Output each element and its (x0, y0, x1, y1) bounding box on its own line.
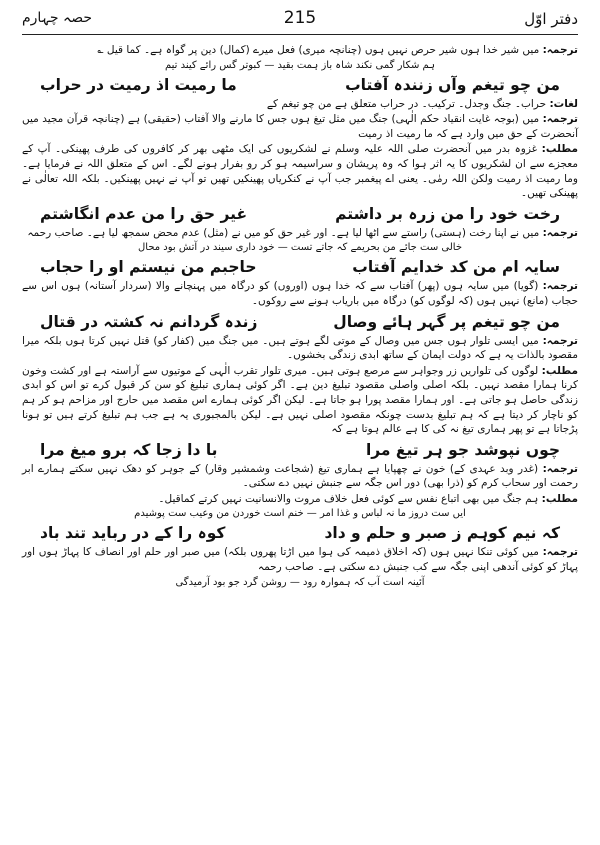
paragraph-label: ترجمہ: (542, 462, 578, 475)
prose-paragraph (22, 462, 578, 491)
prose-paragraph (22, 97, 578, 112)
verse-second-hemistich: زندہ گردانم نہ کشتہ در قتال (40, 312, 258, 331)
paragraph-label: ترجمہ: (542, 44, 578, 56)
paragraph-label: ترجمہ: (542, 113, 578, 126)
verse-line (22, 75, 578, 95)
prose-paragraph (22, 492, 578, 507)
verse-line (22, 312, 578, 332)
paragraph-label: مطلب: (541, 492, 578, 505)
paragraph-label: ترجمہ: (542, 546, 578, 559)
verse-line (22, 440, 578, 460)
verse-second-hemistich: غیر حق را من عدم انگاشتم (40, 204, 248, 223)
verse-first-hemistich: چوں نپوشد جو ہر تیغ مرا (365, 440, 560, 459)
paragraph-text: میں شیر خدا ہوں شیر حرص نہیں ہوں (چنانچہ میری) فعل میرے (کمال) دین پر گواہ ہے۔ کما قیل ؎ (97, 44, 543, 56)
paragraph-text: ہم جنگ میں بھی اتباع نفس سے کوئی فعل خلاف مروت والانسانیت نہیں کرتے کماقیل۔ (158, 492, 542, 505)
paragraph-text: میں ایسی تلوار ہوں جس میں وصال کے موتی لگے ہوتے ہیں۔ میں جنگ میں (کفار کو) قتل نہیں کرتا ہوں بلکہ میرا مقصود بالذات یہ ہے کہ دولت ایمان کے ساتھ ابدی زندگی بخشوں۔ (22, 334, 578, 362)
book-part-title: دفتر اوّل (524, 10, 578, 28)
prose-paragraph (22, 112, 578, 141)
paragraph-text: (گویا) میں سایہ ہوں (پھر) آفتاب سے کہ خدا ہوں (اوروں) کو درگاہ میں پہنچانے والا (سردار آستانہ) ہوں اس سے حجاب (مانع) نہیں ہوں (کہ لوگوں کو) درگاہ میں باریاب ہونے سے روکوں۔ (22, 280, 578, 307)
quoted-couplet: خالی ست جائے من بحریمے کہ جاتے تست — خود داری سیند در آتش بود محال (138, 242, 462, 254)
paragraph-text: میں کوئی تنکا نہیں ہوں (کہ اخلاق ذمیمہ کی ہوا میں اڑتا پھروں بلکہ) میں صبر اور حلم اور انصاف کا پہاڑ ہوں اور پہاڑ کو کوئی آندھی اپنی جگہ سے کب جنبش دے سکتی ہے۔ صاحب رحمہ (22, 546, 578, 574)
paragraph-text: میں (بوجہ غایت انقیاد حکم الٰہی) جنگ میں مثل تیغ ہوں جس کا مارنے والا آفتاب (حقیقی) ہے (چنانچہ قرآن مجید میں آنحضرت کے حق میں وارد ہے کہ ما رمیت اذ رمیت (22, 113, 578, 140)
paragraph-text: حراب۔ جنگ وجدل۔ ترکیب۔ در حراب متعلق ہے من چو تیغم کے (266, 97, 550, 110)
paragraph-label: ترجمہ: (542, 334, 578, 347)
prose-paragraph (22, 43, 578, 58)
quoted-couplet: ہم شکار گمی نکند شاہ باز ہمت بقید — کبوتر گس رائے کیند تیم (164, 59, 436, 71)
quoted-couplet: ایں ست دروز ما نہ لباس و غذا امر — خنم است خوردن من وعیب ست پوشیدم (134, 508, 466, 520)
prose-paragraph (22, 545, 578, 574)
paragraph-label: ترجمہ: (542, 226, 578, 239)
verse-first-hemistich: سایہ ام من کد خدایم آفتاب (352, 258, 560, 277)
verse-line (22, 257, 578, 277)
paragraph-label: مطلب: (541, 364, 578, 377)
verse-first-hemistich: کہ نیم کوہم ز صبر و حلم و داد (324, 524, 560, 543)
page-body (22, 43, 578, 589)
prose-paragraph (22, 364, 578, 437)
prose-paragraph (22, 226, 578, 241)
verse-first-hemistich: رخت خود را من زرہ بر داشتم (335, 204, 560, 223)
quoted-couplet: آئینہ است آب کہ ہموارہ رود — روشن گرد جو بود آرمیدگی (175, 576, 425, 588)
prose-paragraph (22, 142, 578, 200)
verse-second-hemistich: ما رمیت اذ رمیت در حراب (40, 75, 237, 94)
verse-line (22, 204, 578, 224)
paragraph-label: ترجمہ: (542, 280, 578, 293)
paragraph-text: (غدر وبد عہدی کے) خون نے چھپایا ہے ہماری تیغ (شجاعت وشمشیر وقار) کے جوہر کو دھک نہیں سکتے ہمارے ابر رحمت اور سحاب کرم کو (ذرا بھی) دور اس جگہ سے جنبش نہیں دے سکتی۔ (22, 462, 578, 490)
paragraph-label: مطلب: (541, 143, 578, 156)
prose-paragraph (22, 334, 578, 363)
paragraph-text: میں نے اپنا رخت (ہستی) راستے سے اٹھا لیا ہے۔ اور غیر حق کو میں نے (مثل) عدم محض سمجھ لیا ہے۔ صاحب رحمہ (27, 226, 543, 239)
page-number: 215 (283, 8, 317, 28)
prose-paragraph (22, 279, 578, 308)
paragraph-text: غزوہ بدر میں آنحضرت صلی اللہ علیہ وسلم نے لشکریوں کی ایک مٹھی بھر کر کافروں کی طرف پھینکی۔ آپ کے معجزے سے ان لشکریوں کا یہ اثر ہوا کہ وہ پریشان و سراسیمہ ہو کر رو بفرار ہونے لگے۔ اس کے متعلق اللہ نے فرمایا ہے۔ وما رمیت اذ رمیت ولکن اللہ رمٰی۔ یعنی اے پیغمبر جب آپ نے کنکریاں پھینکیں تھیں تو آپ نے نہیں پھینکیں۔ بلکہ اللہ تعالٰی نے پھینکی تھیں۔ (22, 143, 578, 200)
section-title: حصہ چہارم (22, 10, 92, 26)
verse-second-hemistich: کوہ را کے در رباید تند باد (40, 524, 226, 543)
verse-line (22, 523, 578, 543)
verse-first-hemistich: من چو تیغم پر گہر ہائے وصال (333, 312, 560, 331)
verse-second-hemistich: با دا زجا کہ برو میغ مرا (40, 440, 218, 459)
verse-second-hemistich: حاجبم من نیستم او را حجاب (40, 258, 257, 277)
paragraph-text: لوگوں کی تلواریں زر وجواہر سے مرصع ہوتی ہیں۔ میری تلوار تقرب الٰہی کے موتیوں سے آراستہ ہے اور کشت وخون کرنا ہمارا مقصد نہیں۔ بلکہ اصلی واصلی مقصود تبلیغ دین ہے۔ اگر کوئی ہماری تبلیغ کو سن کر قبول کرے تو اس کو ابدی زندگی حاصل ہو جاتی ہے۔ اور ہمارا مقصد پورا ہو جاتا ہے۔ لیکن اگر کوئی ہمارے اس مقصد میں حارج اور مزاحم ہو کر ہم کو ناچار کر دیتا ہے کہ ہم تبلیغ بدست چونکہ مقصود اصلی نہیں ہے۔ لیکن بالمجبوری یہ ہے جب ہم تبلیغ کرتے ہیں تو ہونا پڑجاتا ہے تو پھر ہماری تیغ نہ کی کا ہے عالم ہوتا ہے کہ (22, 364, 578, 436)
paragraph-label: لغات: (549, 97, 578, 110)
verse-first-hemistich: من چو تیغم وآں زنندہ آفتاب (345, 75, 560, 94)
page-header (22, 6, 578, 35)
